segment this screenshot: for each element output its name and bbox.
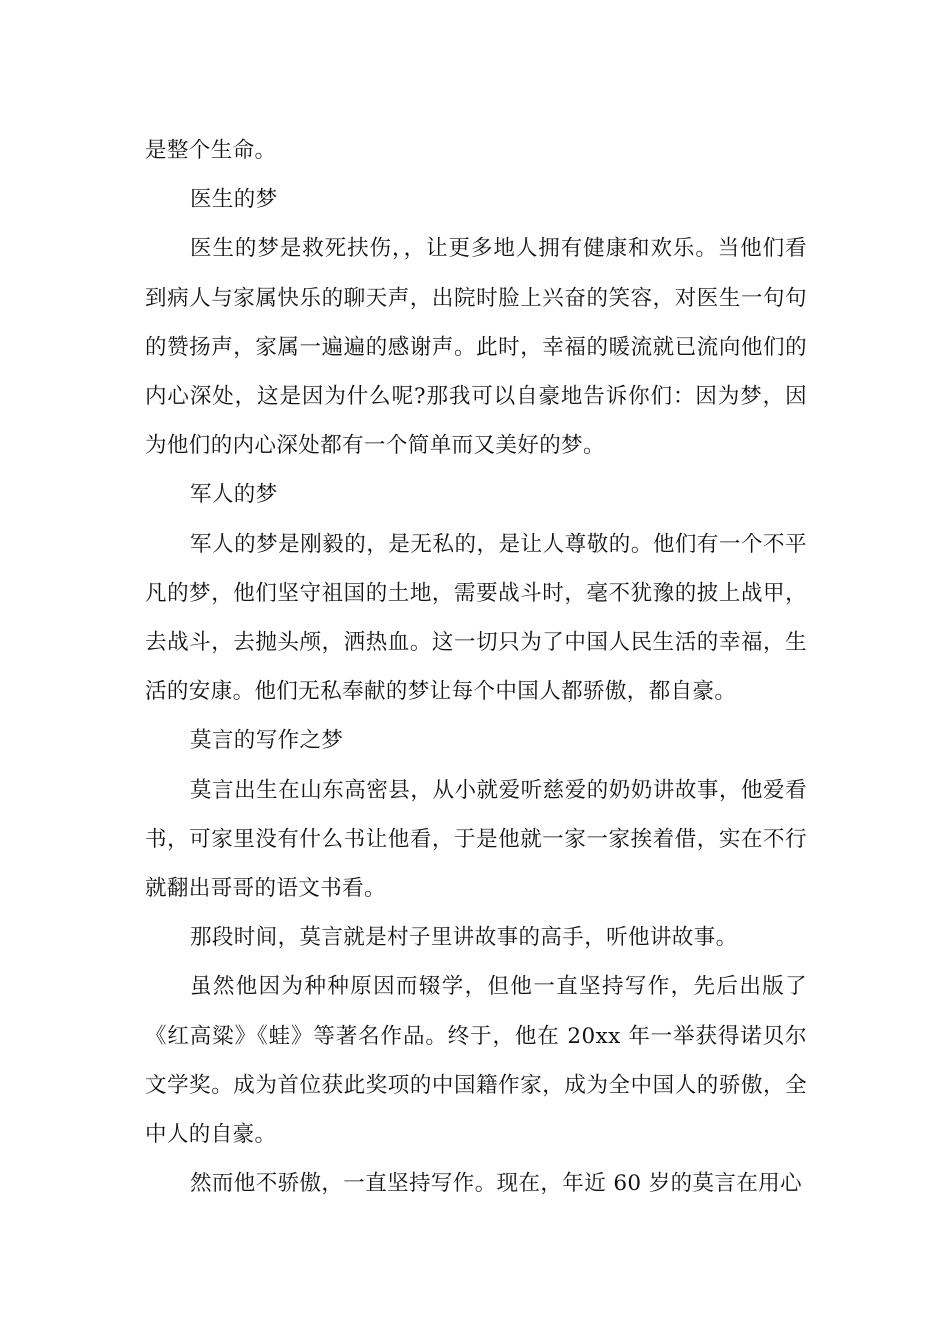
paragraph-moyan-persistence: 然而他不骄傲，一直坚持写作。现在，年近 60 岁的莫言在用心 — [190, 1171, 803, 1197]
paragraph-moyan-childhood: 莫言出生在山东高密县，从小就爱听慈爱的奶奶讲故事，他爱看书，可家里没有什么书让他看，于是他就一家一家挨着借，实在不行就翻出哥哥的语文书看。 — [145, 777, 807, 902]
section-heading-moyan: 莫言的写作之梦 — [190, 728, 344, 754]
paragraph-soldier-dream: 军人的梦是刚毅的，是无私的，是让人尊敬的。他们有一个不平凡的梦，他们坚守祖国的土地，需要战斗时，毫不犹豫的披上战甲，去战斗，去抛头颅，洒热血。这一切只为了中国人民生活的幸福，生活的安康。他们无私奉献的梦让每个中国人都骄傲，都自豪。 — [145, 531, 807, 705]
document-page — [145, 126, 807, 1208]
paragraph-doctor-dream: 医生的梦是救死扶伤，，让更多地人拥有健康和欢乐。当他们看到病人与家属快乐的聊天声，出院时脸上兴奋的笑容，对医生一句句的赞扬声，家属一遍遍的感谢声。此时，幸福的暖流就已流向他们的内心深处，这是因为什么呢?那我可以自豪地告诉你们：因为梦，因为他们的内心深处都有一个简单而又美好的梦。 — [145, 236, 807, 459]
section-heading-soldier: 军人的梦 — [190, 482, 278, 508]
section-heading-doctor: 医生的梦 — [190, 187, 278, 213]
paragraph-moyan-storyteller: 那段时间，莫言就是村子里讲故事的高手，听他讲故事。 — [190, 925, 738, 951]
paragraph-continuation: 是整个生命。 — [145, 138, 277, 163]
paragraph-moyan-nobel: 虽然他因为种种原因而辍学，但他一直坚持写作，先后出版了《红高粱》《蛙》等著名作品。终于，他在 20xx 年一举获得诺贝尔文学奖。成为首位获此奖项的中国籍作家，成为全中国人的骄傲，全中人的自豪。 — [145, 974, 807, 1148]
